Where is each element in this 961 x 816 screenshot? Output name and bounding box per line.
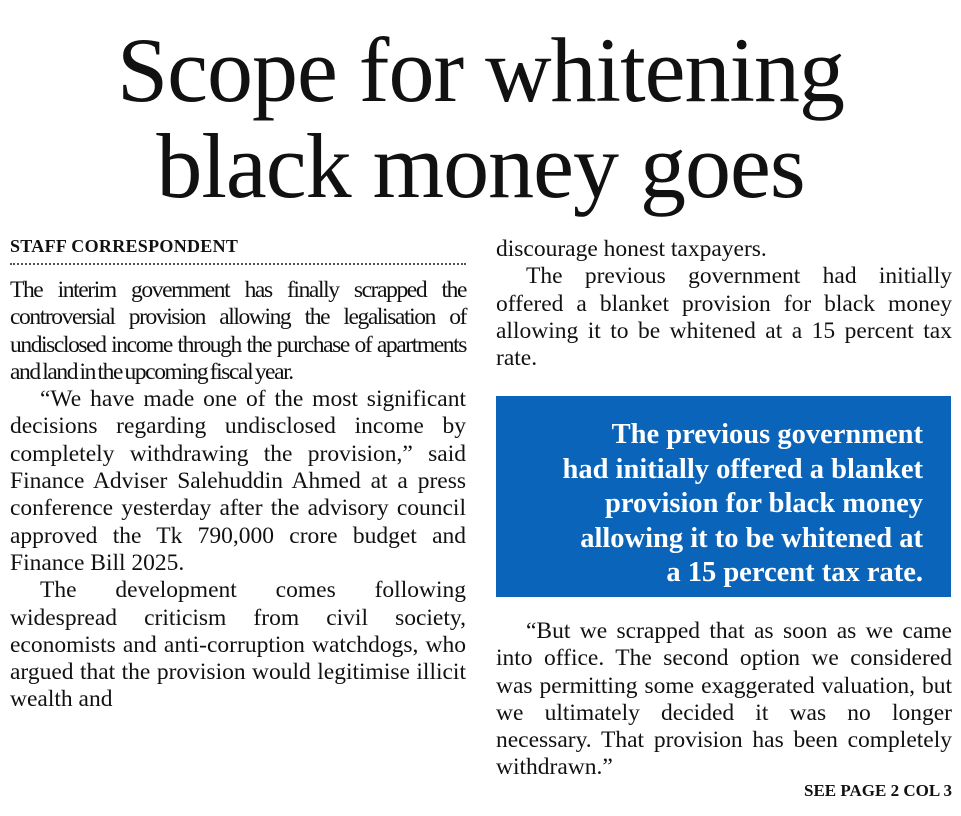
paragraph-2: “We have made one of the most significant decisions regarding undisclosed income by completely withdrawing the provision,” said Finance Adviser Salehuddin Ahmed at a press conference yesterday after the advisory council approved the Tk 790,000 crore budget and Finance Bill 2025.	[10, 386, 466, 576]
pull-quote-line-4: allowing it to be whitened at	[580, 522, 923, 554]
pull-quote-line-5: a 15 percent tax rate.	[666, 557, 923, 588]
pull-quote	[496, 396, 951, 597]
byline: STAFF CORRESPONDENT	[10, 236, 239, 256]
headline-line-2: black money goes	[156, 115, 805, 217]
jump-line[interactable]: SEE PAGE 2 COL 3	[804, 781, 952, 800]
pull-quote-line-1: The previous government	[611, 419, 923, 450]
pull-quote-line-3: provision for black money	[604, 488, 923, 519]
headline	[0, 19, 961, 217]
paragraph-3: The development comes following widespread criticism from civil society, economists and anti-corruption watchdogs, who argued that the provision would legitimise illicit wealth and	[10, 577, 466, 713]
paragraph-1: The interim government has finally scrapped the controversial provision allowing the legalisation of undisclosed income through the purchase of apartments and land in the upcoming fiscal year.	[10, 277, 466, 385]
byline-divider	[10, 263, 466, 265]
paragraph-4: The previous government had initially offered a blanket provision for black money allowing it to be whitened at a 15 percent tax rate.	[496, 263, 952, 372]
left-column	[10, 234, 466, 714]
right-column	[496, 236, 952, 372]
pull-quote-line-2: had initially offered a blanket	[562, 453, 923, 485]
headline-line-1: Scope for whitening	[116, 19, 845, 121]
right-column-lower	[496, 618, 952, 782]
paragraph-3-continued: discourage honest taxpayers.	[496, 236, 767, 262]
paragraph-5: “But we scrapped that as soon as we came into office. The second option we considered was permitting some exaggerated valuation, but we ultimately decided it was no longer necessary. That provision has been completely withdrawn.”	[496, 618, 952, 781]
